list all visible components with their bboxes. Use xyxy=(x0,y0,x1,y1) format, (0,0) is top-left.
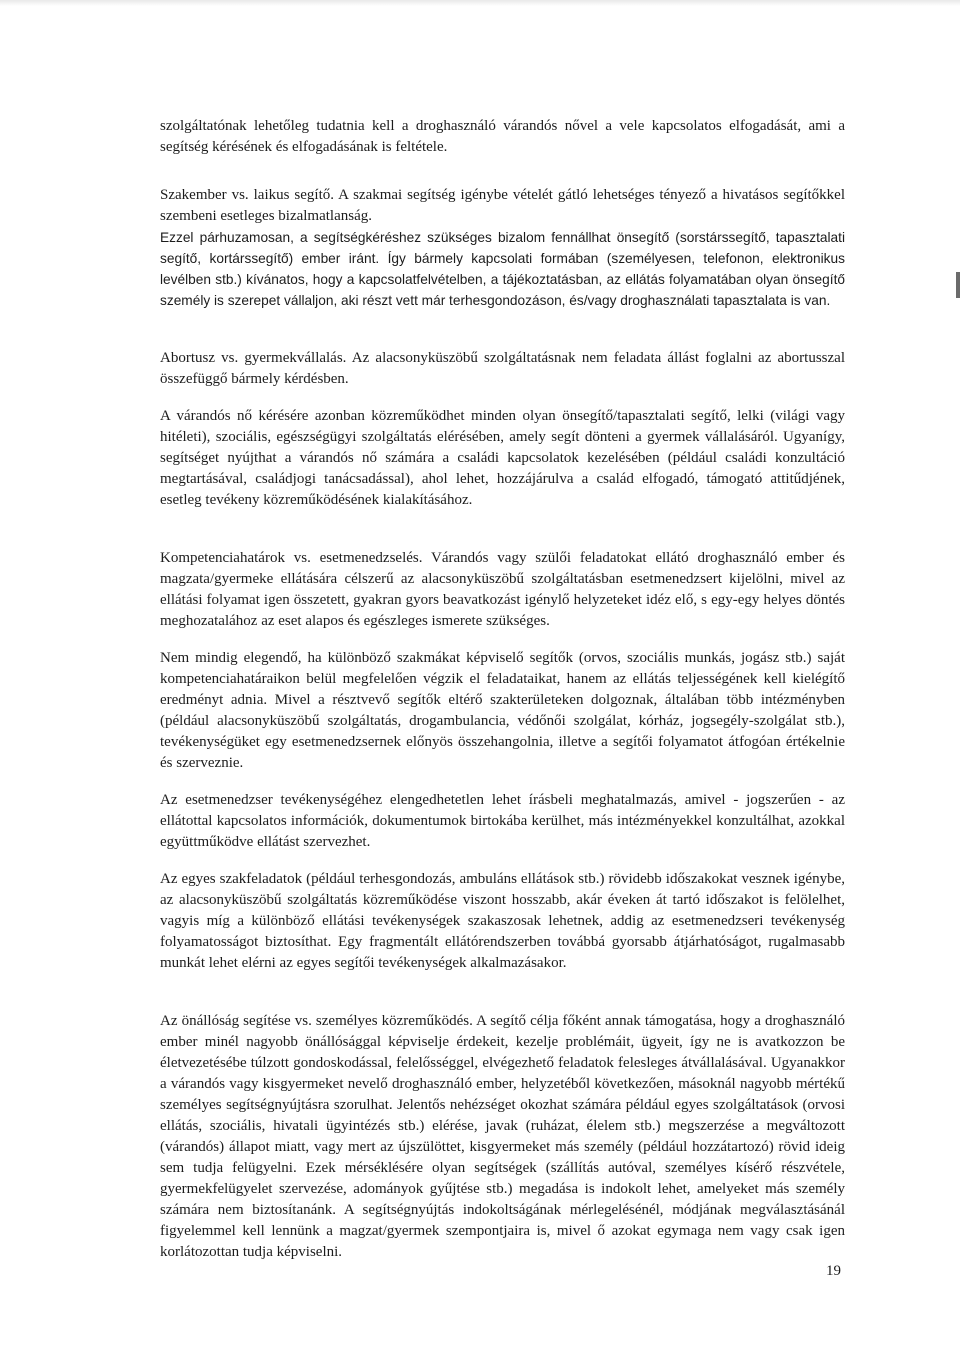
page-number: 19 xyxy=(826,1263,841,1279)
paragraph-intro: szolgáltatónak lehetőleg tudatnia kell a droghasználó várandós nővel a vele kapcsolatos elfogadását, ami a segítség kérésének és elfogadásának is feltétele. xyxy=(160,118,845,155)
paragraph-peer-helper: Ezzel párhuzamosan, a segítségkéréshez szükséges bizalom fennállhat önsegítő (sorstárssegítő, tapasztalati segítő, kortárssegítő) ember iránt. Így bármely kapcsolati formában (személyesen, telefonon, elektronikus levélben stb.) kívánatos, hogy a kapcsolatfelvételben, a tájékoztatásban, az ellátás folyamatában olyan önsegítő személy is szerepet vállaljon, aki részt vett már terhesgondozáson, és/vagy droghasználati tapasztalata is van. xyxy=(160,230,845,308)
scan-top-edge xyxy=(0,0,960,6)
paragraph-expert-vs-lay: Szakember vs. laikus segítő. A szakmai segítség igénybe vételét gátló lehetséges tényező a hivatásos segítőkkel szembeni esetleges bizalmatlanság. xyxy=(160,187,845,224)
paragraph-continuity: Az egyes szakfeladatok (például terhesgondozás, ambuláns ellátások stb.) rövidebb időszakokat vesznek igénybe, az alacsonyküszöbű szolgáltatás közreműködése viszont hosszabb, akár éveken át tartó időszakot is felölelhet, vagyis míg a különböző ellátási tevékenységek szakaszosak lehetnek, addig az esetmenedzseri tevékenység folyamatosságot biztosíthat. Egy fragmentált ellátórendszerben továbbá gyorsabb átjárhatóságot, rugalmasabb munkát lehet elérni az egyes segítői tevékenységek alkalmazásakor. xyxy=(160,871,845,971)
scan-margin-mark xyxy=(956,272,960,298)
paragraph-abortion-heading: Abortusz vs. gyermekvállalás. Az alacsonyküszöbű szolgáltatásnak nem feladata állást foglalni az abortusszal összefüggő bármely kérdésben. xyxy=(160,350,845,387)
paragraph-competence: Kompetenciahatárok vs. esetmenedzselés. Várandós vagy szülői feladatokat ellátó droghasználó ember és magzata/gyermeke ellátására célszerű az alacsonyküszöbű szolgáltatásban esetmenedzsert kijelölni, mivel az ellátási folyamat igen összetett, gyakran gyors beavatkozást igénylő helyzeteket idéz elő, s egy-egy helyes döntés meghozatalához az eset alapos és egészleges ismerete szükséges. xyxy=(160,550,845,629)
body-text xyxy=(160,116,845,1279)
paragraph-abortion-support: A várandós nő kérésére azonban közreműködhet minden olyan önsegítő/tapasztalati segítő, lelki (világi vagy hitéleti), szociális, egészségügyi szolgáltatás elérésében, amely segít dönteni a gyermek vállalásáról. Ugyanígy, segítséget nyújthat a várandós nő számára a családi kapcsolatok kezelésében (például családi konzultáció megtartásával, családjogi tanácsadással), ahol lehet, hozzájárulva a család elfogadó, támogató attitűdjének, esetleg tevékeny közreműködésének kialakításához. xyxy=(160,408,845,508)
paragraph-authorization: Az esetmenedzser tevékenységéhez elengedhetetlen lehet írásbeli meghatalmazás, amivel - jogszerűen - az ellátottal kapcsolatos információk, dokumentumok birtokába kerülhet, más intézményekkel konzultálhat, azokkal együttműködve ellátást szervezhet. xyxy=(160,792,845,850)
paragraph-autonomy: Az önállóság segítése vs. személyes közreműködés. A segítő célja főként annak támogatása, hogy a droghasználó ember minél nagyobb önállósággal képviselje érdekeit, kezelje problémáit, ügyeit, így ne is avatkozzon be életvezetésébe túlzott gondoskodással, felelősséggel, elvégezhető feladatok felesleges átvállalásával. Ugyanakkor a várandós vagy kisgyermeket nevelő droghasználó ember, helyzetéből következően, másoknál nagyobb mértékű személyes segítségnyújtásra szorulhat. Jelentős nehézséget okozhat számára például egyes szolgáltatások (orvosi ellátás, szociális, hivatali ügyintézés stb.) elérése, javak (ruházat, élelem stb.) megszerzése a megváltozott (várandós) állapot miatt, vagy mert az újszülöttet, kisgyermeket más személy (például hozzátartozó) rövid ideig sem tudja felügyelni. Ezek mérséklésére olyan segítségek (szállítás autóval, személyes kísérő részvétele, gyermekfelügyelet szervezése, adományok gyűjtése stb.) megadása is indokolt lehet, amelyeket más személy számára nem biztosítanánk. A segítségnyújtás indokoltságának mérlegelésénél, módjának megválasztásánál figyelemmel kell lennünk a magzat/gyermek szempontjaira is, mivel ő azokat egymaga nem vagy csak igen korlátozottan tudja képviselni. xyxy=(160,1013,845,1260)
paragraph-professions: Nem mindig elegendő, ha különböző szakmákat képviselő segítők (orvos, szociális munkás, jogász stb.) saját kompetenciahatáraikon belül megfelelően végzik el feladataikat, hanem az ellátás teljességének kell kielégítő eredményt adnia. Mivel a résztvevő segítők eltérő szakterületeken dolgoznak, általában több intézményben (például alacsonyküszöbű szolgáltatás, drogambulancia, védőnői szolgálat, kórház, jogsegély-szolgálat stb.), tevékenységüket egy esetmenedzsernek előnyös összehangolnia, illetve a segítői folyamatot átfogóan értékelnie és szerveznie. xyxy=(160,650,845,771)
